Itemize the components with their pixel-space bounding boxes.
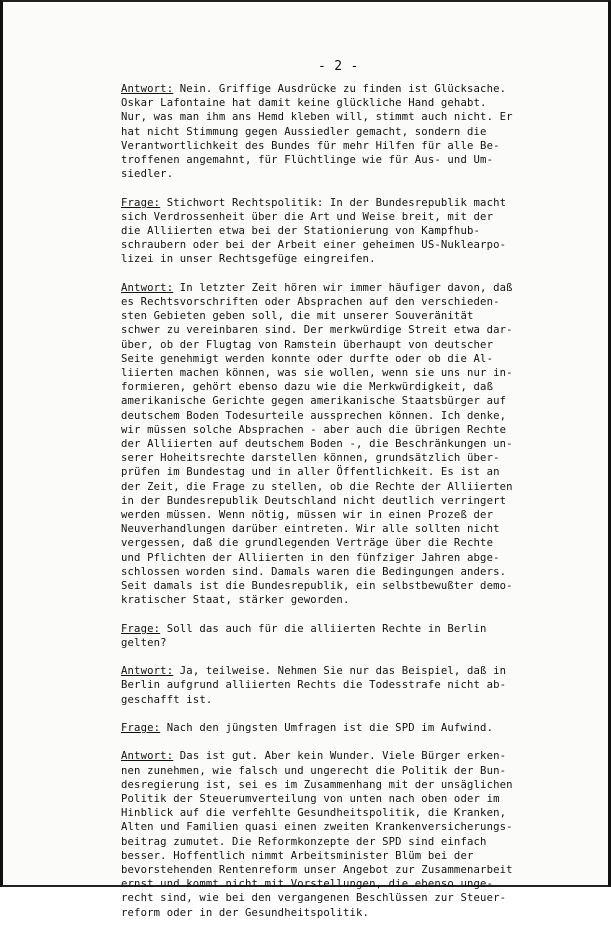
answer-paragraph-4 [121, 749, 561, 919]
text-line: besser. Hoffentlich nimmt Arbeitsminister Blüm bei der [121, 849, 474, 862]
text-line: nen zunehmen, wie falsch und ungerecht die Politik der Bun- [121, 764, 507, 777]
text-line: sich Verdrossenheit über die Art und Weise breit, mit der [121, 210, 494, 223]
text-line: Ja, teilweise. Nehmen Sie nur das Beispiel, daß in [173, 665, 507, 678]
text-line: Seit damals ist die Bundesrepublik, ein selbstbewußter demo- [121, 580, 513, 593]
text-line: siedler. [121, 168, 174, 181]
text-line: der Alliierten auf deutschem Boden -, die Beschränkungen un- [121, 438, 513, 451]
text-line: Seite genehmigt werden konnte oder durfte oder ob die Al- [121, 352, 494, 365]
text-line: kratischer Staat, stärker geworden. [121, 594, 350, 607]
text-line: serer Hoheitsrechte darstellen können, grundsätzlich über- [121, 452, 500, 465]
text-line: Nur, was man ihm ans Hemd kleben will, stimmt auch nicht. Er [121, 111, 513, 124]
text-line: Verantwortlichkeit des Bundes für mehr Hilfen für alle Be- [121, 139, 500, 152]
text-line: schlossen worden sind. Damals waren die Bedingungen anders. [121, 565, 507, 578]
text-line: troffenen angemahnt, für Flüchtlinge wie für Aus- und Um- [121, 154, 494, 167]
speaker-label: Frage: [121, 622, 161, 635]
question-paragraph-2 [121, 622, 561, 650]
text-line: Hinblick auf die verfehlte Gesundheitspolitik, die Kranken, [121, 807, 507, 820]
text-line: bevorstehenden Rentenreform unser Angebot zur Zusammenarbeit [121, 864, 513, 877]
text-line: sten Gebieten geben soll, die mit unserer Souveränität [121, 310, 474, 323]
text-line: Berlin aufgrund alliierten Rechts die Todesstrafe nicht ab- [121, 679, 507, 692]
text-line: werden müssen. Wenn nötig, müssen wir in einen Prozeß der [121, 509, 494, 522]
text-line: geschafft ist. [121, 693, 213, 706]
text-line: reform oder in der Gesundheitspolitik. [121, 906, 370, 919]
page-number: - 2 - [318, 59, 359, 74]
text-line: die Alliierten etwa bei der Stationierung von Kampfhub- [121, 225, 481, 238]
text-line: Soll das auch für die alliierten Rechte in Berlin [160, 622, 487, 635]
interview-text [121, 82, 561, 934]
text-line: schwer zu vereinbaren sind. Der merkwürdige Streit etwa dar- [121, 324, 513, 337]
text-line: Das ist gut. Aber kein Wunder. Viele Bürger erken- [173, 750, 507, 763]
text-line: der Zeit, die Frage zu stellen, ob die Rechte der Alliierten [121, 480, 513, 493]
text-line: ernst und kommt nicht mit Vorstellungen, die ebenso unge- [121, 878, 494, 891]
text-line: lizei in unser Rechtsgefüge eingreifen. [121, 253, 376, 266]
text-line: Nein. Griffige Ausdrücke zu finden ist Glücksache. [173, 83, 507, 95]
text-line: amerikanische Gerichte gegen amerikanische Staatsbürger auf [121, 395, 507, 408]
text-line: es Rechtsvorschriften oder Absprachen auf den verschieden- [121, 296, 500, 309]
answer-paragraph-1 [121, 82, 561, 181]
text-line: Nach den jüngsten Umfragen ist die SPD im Aufwind. [160, 722, 494, 735]
text-line: deutschem Boden Todesurteile aussprechen können. Ich denke, [121, 409, 507, 422]
text-line: In letzter Zeit hören wir immer häufiger davon, daß [173, 281, 513, 294]
text-line: desregierung ist, sei es im Zusammenhang mit der unsäglichen [121, 778, 513, 791]
question-paragraph-1 [121, 196, 561, 267]
text-line: recht sind, wie bei den vergangenen Beschlüssen zur Steuer- [121, 892, 507, 905]
speaker-label: Frage: [121, 196, 161, 209]
text-line: hat nicht Stimmung gegen Aussiedler gemacht, sondern die [121, 125, 487, 138]
text-line: in der Bundesrepublik Deutschland nicht deutlich verringert [121, 494, 507, 507]
text-line: schraubern oder bei der Arbeit einer geheimen US-Nuklearpo- [121, 239, 507, 252]
question-paragraph-3 [121, 721, 561, 735]
text-line: Oskar Lafontaine hat damit keine glückliche Hand gehabt. [121, 97, 487, 110]
speaker-label: Antwort: [121, 750, 174, 763]
text-line: liierten machen können, was sie wollen, wenn sie uns nur in- [121, 367, 513, 380]
text-line: und Pflichten der Alliierten in den fünfziger Jahren abge- [121, 551, 500, 564]
text-line: über, ob der Flugtag von Ramstein überhaupt von deutscher [121, 338, 494, 351]
text-line: prüfen im Bundestag und in aller Öffentlichkeit. Es ist an [121, 466, 500, 479]
speaker-label: Frage: [121, 722, 161, 735]
text-line: Stichwort Rechtspolitik: In der Bundesrepublik macht [160, 196, 507, 209]
text-line: formieren, gehört ebenso dazu wie die Merkwürdigkeit, daß [121, 381, 494, 394]
text-line: Alten und Familien quasi einen zweiten Krankenversicherungs- [121, 821, 513, 834]
speaker-label: Antwort: [121, 281, 174, 294]
text-line: vergessen, daß die grundlegenden Verträge über die Rechte [121, 537, 494, 550]
text-line: gelten? [121, 636, 167, 649]
text-line: beitrag zumutet. Die Reformkonzepte der SPD sind einfach [121, 835, 487, 848]
speaker-label: Antwort: [121, 665, 174, 678]
speaker-label: Antwort: [121, 83, 174, 95]
text-line: Neuverhandlungen darüber eintreten. Wir alle sollten nicht [121, 523, 500, 536]
answer-paragraph-2 [121, 281, 561, 608]
text-line: wir müssen solche Absprachen - aber auch die übrigen Rechte [121, 423, 507, 436]
answer-paragraph-3 [121, 664, 561, 707]
text-line: Politik der Steuerumverteilung von unten nach oben oder im [121, 793, 500, 806]
